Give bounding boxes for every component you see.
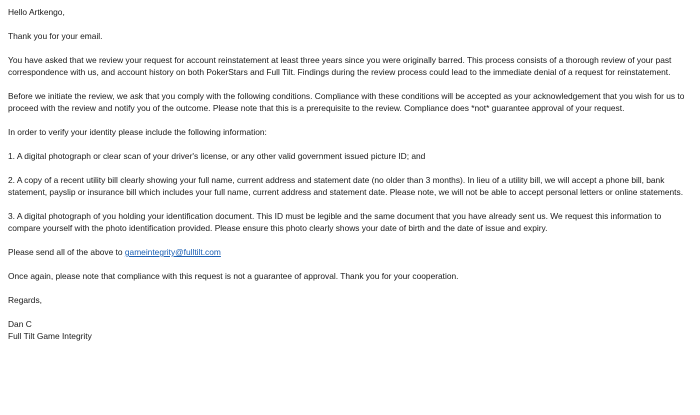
requirement-item-1: 1. A digital photograph or clear scan of your driver's license, or any other valid government issued picture ID; and [8,151,426,161]
signature-name: Dan C [8,319,32,329]
send-instructions [8,246,692,258]
verify-intro: In order to verify your identity please include the following information: [8,127,267,137]
closing: Regards, [8,295,42,305]
conditions-paragraph: Before we initiate the review, we ask that you comply with the following conditions. Compliance with these conditions will be accepted as your acknowledgement that you wish for us to proceed with the review and notify you of the outcome. Please note that this is a prerequisite to the review. Compliance does *not* guarantee approval of your request. [8,91,685,113]
requirement-item-2: 2. A copy of a recent utility bill clearly showing your full name, current address and statement date (no older than 3 months). In lieu of a utility bill, we will accept a phone bill, bank statement, payslip or insurance bill which includes your full name, current address and statement date. Please note, we will not be able to accept personal letters or online statements. [8,175,684,197]
request-paragraph: You have asked that we review your request for account reinstatement at least three years since you were originally barred. This process consists of a thorough review of your past correspondence with us, and account history on both PokerStars and Full Tilt. Findings during the review process could lead to the immediate denial of a request for reinstatement. [8,55,672,77]
thanks-line: Thank you for your email. [8,31,103,41]
requirement-item-3: 3. A digital photograph of you holding your identification document. This ID must be legible and the same document that you have already sent us. We request this information to compare yourself with the photo identification provided. Please ensure this photo clearly shows your date of birth and the date of issue and expiry. [8,211,662,233]
signature-team: Full Tilt Game Integrity [8,331,92,341]
contact-email-link[interactable]: gameintegrity@fulltilt.com [124,247,221,257]
greeting: Hello Artkengo, [8,7,65,17]
send-prefix: Please send all of the above to [8,247,125,257]
reminder-paragraph: Once again, please note that compliance with this request is not a guarantee of approval. Thank you for your cooperation. [8,271,459,281]
